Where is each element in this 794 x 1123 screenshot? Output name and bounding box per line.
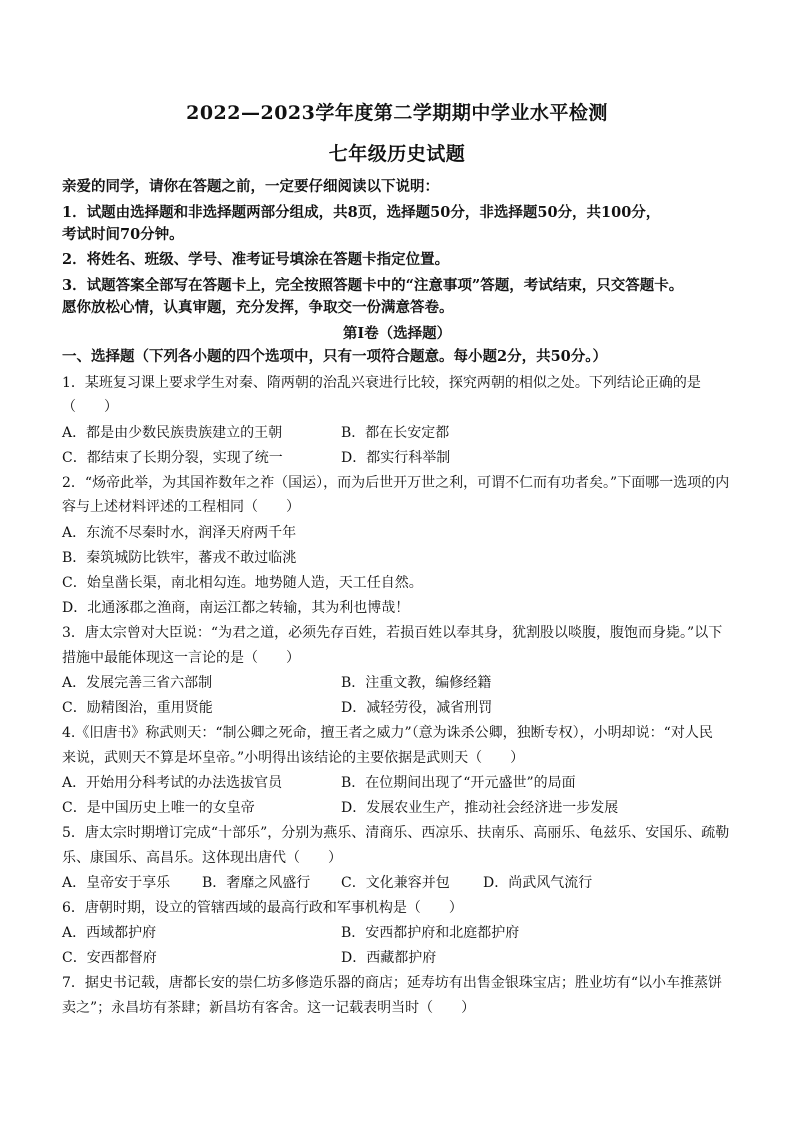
instruction-1-line2: 考试时间70分钟。 (62, 226, 184, 243)
q2-stem-line1: 2．“炀帝此举，为其国祚数年之祚（国运），而为后世开万世之利，可谓不仁而有功者矣。”下面哪一选项的内 (62, 475, 730, 491)
q4-option-b: B．在位期间出现了“开元盛世”的局面 (341, 775, 576, 791)
q4-option-a: A．开始用分科考试的办法选拔官员 (62, 775, 283, 791)
q1-stem-line1: 1．某班复习课上要求学生对秦、隋两朝的治乱兴衰进行比较，探究两朝的相似之处。下列结论正确的是 (62, 375, 701, 391)
q1-stem-line2: （ ） (62, 399, 118, 415)
q2-option-b: B．秦筑城防比铁牢，蕃戎不敢过临洮 (62, 550, 297, 566)
q7-stem-line1: 7．据史书记载，唐都长安的崇仁坊多修造乐器的商店；延寿坊有出售金银珠宝店；胜业坊有“以小车推蒸饼 (62, 975, 723, 991)
q2-option-a: A．东流不尽秦时水，润泽天府两千年 (62, 525, 297, 541)
q5-option-b: B．奢靡之风盛行 (202, 875, 311, 891)
q5-stem-line1: 5．唐太宗时期增订完成“十部乐”，分别为燕乐、清商乐、西凉乐、扶南乐、高丽乐、龟兹乐、安国乐、疏勒 (62, 825, 730, 841)
q6-option-d: D．西藏都护府 (341, 950, 437, 966)
q1-option-d: D．都实行科举制 (341, 450, 451, 466)
exam-subtitle: 七年级历史试题 (328, 143, 466, 165)
instruction-1-line1: 1．试题由选择题和非选择题两部分组成，共8页，选择题50分，非选择题50分，共100分， (62, 204, 661, 221)
exam-title: 2022—2023学年度第二学期期中学业水平检测 (186, 102, 608, 124)
q1-option-a: A．都是由少数民族贵族建立的王朝 (62, 425, 283, 441)
q6-stem: 6．唐朝时期，设立的管辖西域的最高行政和军事机构是（ ） (62, 900, 463, 916)
q3-option-c: C．励精图治，重用贤能 (62, 700, 213, 716)
q5-stem-line2: 乐、康国乐、高昌乐。这体现出唐代（ ） (62, 850, 342, 866)
q2-stem-line2: 容与上述材料评述的工程相同（ ） (62, 499, 300, 515)
q5-option-c: C．文化兼容并包 (341, 875, 450, 891)
q5-option-d: D．尚武风气流行 (483, 875, 593, 891)
q5-option-a: A．皇帝安于享乐 (62, 875, 171, 891)
q6-option-b: B．安西都护府和北庭都护府 (341, 925, 520, 941)
instruction-3: 3．试题答案全部写在答题卡上，完全按照答题卡中的“注意事项”答题，考试结束，只交答题卡。 (62, 277, 684, 294)
q4-stem-line1: 4.《旧唐书》称武则天：“制公卿之死命，擅王者之威力”（意为诛杀公卿，独断专权），小明却说：“对人民 (62, 725, 713, 741)
q2-option-d: D．北通涿郡之渔商，南运江都之转输，其为利也博哉！ (62, 600, 410, 616)
q3-option-d: D．减轻劳役，减省刑罚 (341, 700, 493, 716)
q7-stem-line2: 卖之”；永昌坊有茶肆；新昌坊有客舍。这一记载表明当时（ ） (62, 1000, 476, 1016)
q4-stem-line2: 来说，武则天不算是坏皇帝。”小明得出该结论的主要依据是武则天（ ） (62, 750, 525, 766)
q3-stem-line1: 3．唐太宗曾对大臣说：“为君之道，必须先存百姓，若损百姓以奉其身，犹割股以啖腹，腹饱而身毙。”以下 (62, 625, 723, 641)
q3-option-a: A．发展完善三省六部制 (62, 675, 213, 691)
q3-option-b: B．注重文教，编修经籍 (341, 675, 492, 691)
q1-option-c: C．都结束了长期分裂，实现了统一 (62, 450, 283, 466)
q4-option-d: D．发展农业生产，推动社会经济进一步发展 (341, 800, 619, 816)
instructions-wish: 愿你放松心情，认真审题，充分发挥，争取交一份满意答卷。 (62, 299, 454, 316)
instructions-greeting: 亲爱的同学，请你在答题之前，一定要仔细阅读以下说明： (62, 178, 439, 195)
instruction-2: 2．将姓名、班级、学号、准考证号填涂在答题卡指定位置。 (62, 251, 450, 268)
q1-option-b: B．都在长安定都 (341, 425, 450, 441)
section-heading: 一、选择题（下列各小题的四个选项中，只有一项符合题意。每小题2分，共50分。） (62, 348, 608, 365)
q6-option-a: A．西域都护府 (62, 925, 157, 941)
q2-option-c: C．始皇凿长渠，南北相勾连。地势随人造，天工任自然。 (62, 575, 423, 591)
q6-option-c: C．安西都督府 (62, 950, 157, 966)
volume-heading: 第Ⅰ卷（选择题） (342, 325, 452, 342)
q3-stem-line2: 措施中最能体现这一言论的是（ ） (62, 650, 300, 666)
q4-option-c: C．是中国历史上唯一的女皇帝 (62, 800, 255, 816)
